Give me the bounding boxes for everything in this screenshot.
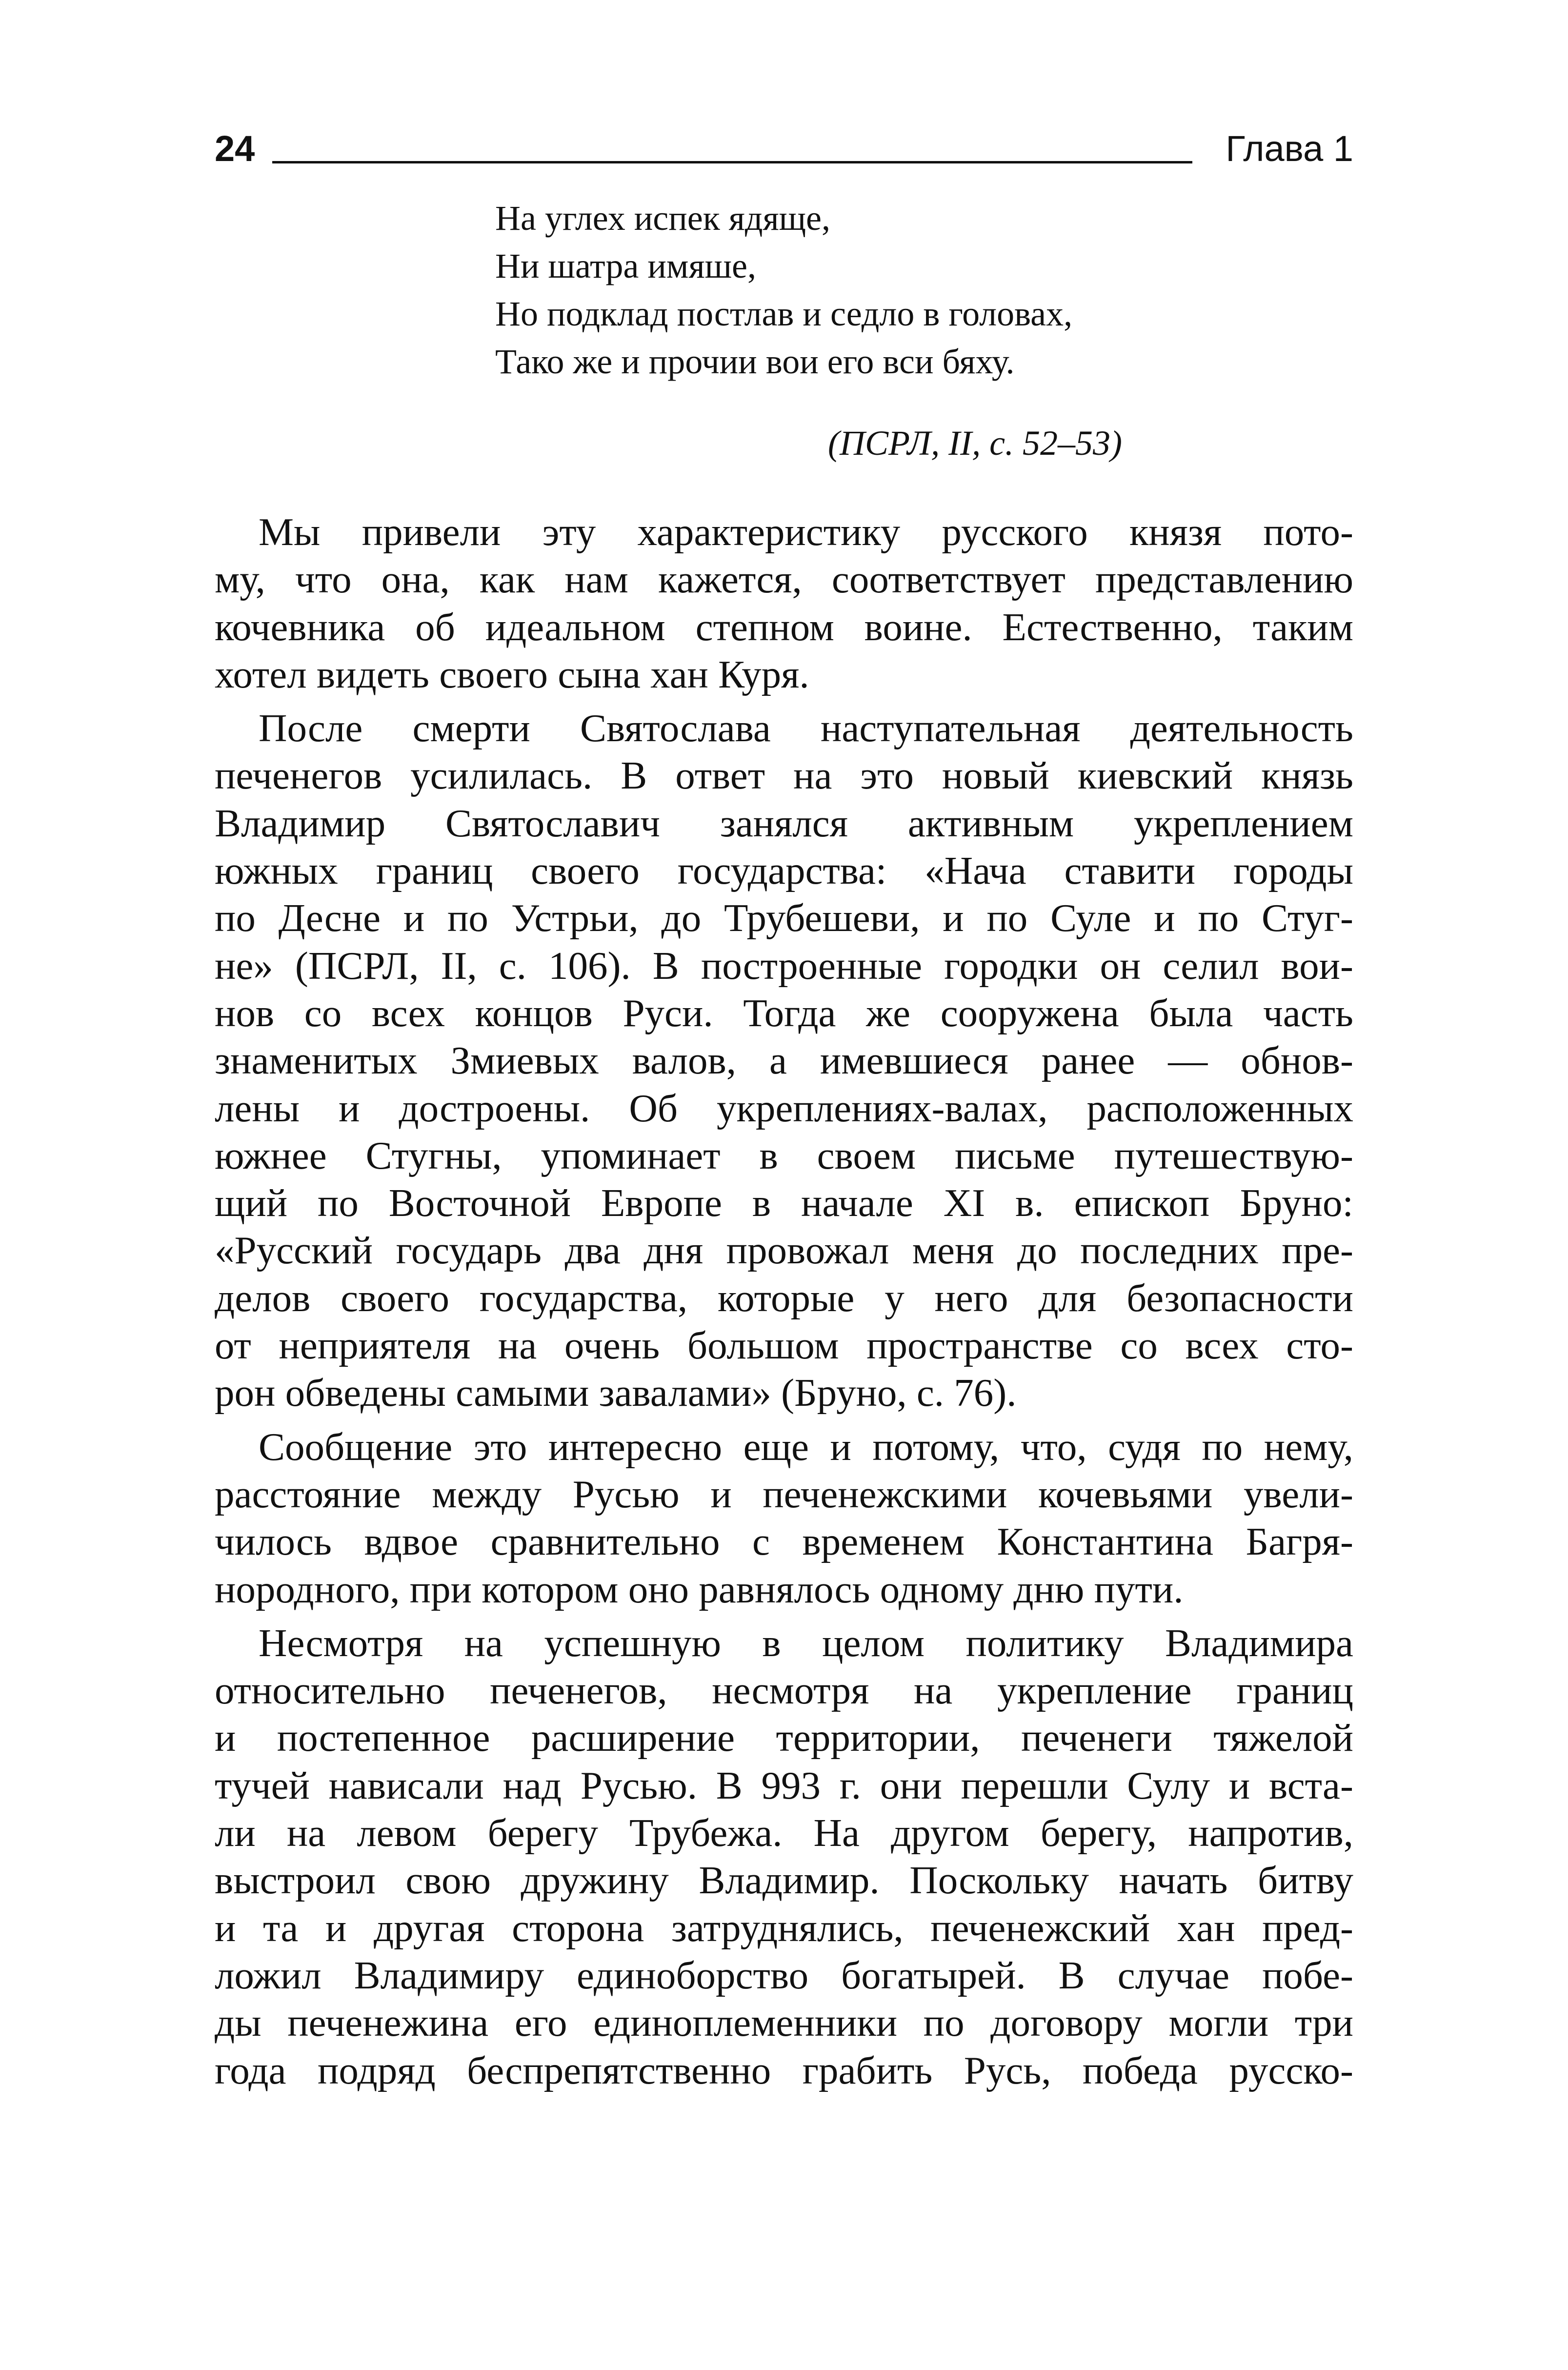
text-line: не» (ПСРЛ, II, с. 106). В построенные городки он селил вои- [215, 943, 1353, 988]
text-line: Владимир Святославич занялся активным укреплением [215, 801, 1353, 845]
running-head [215, 122, 1353, 176]
text-line: чилось вдвое сравнительно с временем Константина Багря- [215, 1519, 1353, 1564]
chapter-label: Глава 1 [1226, 128, 1353, 169]
text-line: «Русский государь два дня провожал меня до последних пре- [215, 1228, 1353, 1273]
text-line: от неприятеля на очень большом пространстве со всех сто- [215, 1323, 1353, 1368]
text-line: лены и достроены. Об укреплениях-валах, расположенных [215, 1086, 1353, 1130]
text-line: расстояние между Русью и печенежскими кочевьями увели- [215, 1472, 1353, 1516]
verse-quote [495, 194, 1300, 385]
text-line: му, что она, как нам кажется, соответствует представлению [215, 557, 1353, 602]
text-line: тучей нависали над Русью. В 993 г. они перешли Сулу и вста- [215, 1763, 1353, 1807]
text-line: хотел видеть своего сына хан Куря. [215, 652, 809, 696]
paragraph [215, 705, 1353, 1417]
text-line: Сообщение это интересно еще и потому, что, судя по нему, [259, 1424, 1353, 1469]
paragraph [215, 508, 1353, 698]
text-line: ды печенежина его единоплеменники по договору могли три [215, 2001, 1353, 2045]
paragraph [215, 1620, 1353, 2094]
text-line: ли на левом берегу Трубежа. На другом берегу, напротив, [215, 1811, 1353, 1855]
header-rule [272, 161, 1192, 163]
text-line: и та и другая сторона затруднялись, печенежский хан пред- [215, 1905, 1353, 1950]
text-line: делов своего государства, которые у него для безопасности [215, 1276, 1353, 1320]
text-line: ложил Владимиру единоборство богатырей. В случае побе- [215, 1953, 1353, 1997]
verse-line: На углех испек ядяще, [495, 199, 830, 238]
text-line: относительно печенегов, несмотря на укрепление границ [215, 1668, 1353, 1713]
text-line: После смерти Святослава наступательная деятельность [259, 706, 1353, 750]
verse-line: Но подклад постлав и седло в головах, [495, 294, 1073, 333]
text-line: знаменитых Змиевых валов, а имевшиеся ранее — обнов- [215, 1038, 1353, 1083]
text-line: рон обведены самыми завалами» (Бруно, с. 76). [215, 1371, 1017, 1415]
page-number: 24 [215, 128, 255, 169]
text-line: выстроил свою дружину Владимир. Поскольку начать битву [215, 1858, 1353, 1903]
text-line: южных границ своего государства: «Нача ставити городы [215, 849, 1353, 893]
verse-line: Тако же и прочии вои его вси бяху. [495, 342, 1015, 381]
body-text [215, 508, 1353, 2101]
text-line: печенегов усилилась. В ответ на это новый киевский князь [215, 753, 1353, 798]
text-line: года подряд беспрепятственно грабить Русь, победа русско- [215, 2048, 1353, 2092]
paragraph [215, 1423, 1353, 1613]
text-line: нов со всех концов Руси. Тогда же сооружена была часть [215, 991, 1353, 1035]
text-line: Мы привели эту характеристику русского князя пото- [259, 510, 1353, 554]
text-line: по Десне и по Устрьи, до Трубешеви, и по Суле и по Стуг- [215, 896, 1353, 940]
text-line: южнее Стугны, упоминает в своем письме путешествую- [215, 1133, 1353, 1177]
text-line: щий по Восточной Европе в начале XI в. епископ Бруно: [215, 1181, 1353, 1225]
text-line: Несмотря на успешную в целом политику Владимира [259, 1621, 1353, 1665]
verse-citation: (ПСРЛ, II, с. 52–53) [828, 424, 1122, 463]
text-line: и постепенное расширение территории, печенеги тяжелой [215, 1716, 1353, 1760]
text-line: кочевника об идеальном степном воине. Естественно, таким [215, 605, 1353, 649]
text-line: нородного, при котором оно равнялось одному дню пути. [215, 1567, 1184, 1611]
verse-line: Ни шатра имяше, [495, 246, 756, 285]
